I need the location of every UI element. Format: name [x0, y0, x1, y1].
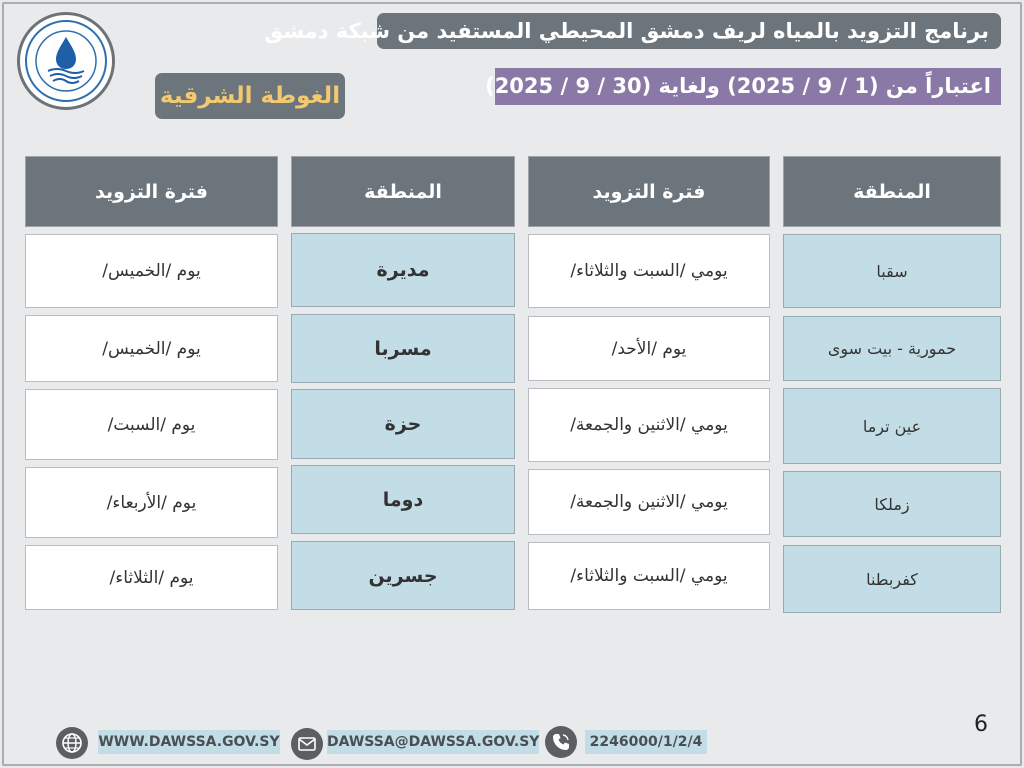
- table-row-area: دوما: [291, 465, 515, 534]
- globe-icon: [56, 727, 88, 759]
- table-row-period: يوم /الخميس/: [25, 315, 278, 382]
- table-row-area: كفربطنا: [783, 545, 1001, 613]
- page-title: برنامج التزويد بالمياه لريف دمشق المحيطي المستفيد من شبكة دمشق: [377, 13, 1001, 49]
- page-frame: [2, 2, 1022, 766]
- table-row-period: يومي /السبت والثلاثاء/: [528, 234, 770, 308]
- table-row-area: جسرين: [291, 541, 515, 610]
- table-row-area: زملكا: [783, 471, 1001, 537]
- header-period-right: فترة التزويد: [528, 156, 770, 227]
- table-row-area: عين ترما: [783, 388, 1001, 464]
- header-area-right: المنطقة: [783, 156, 1001, 227]
- phone-icon: [545, 726, 577, 758]
- table-row-area: حمورية - بيت سوى: [783, 316, 1001, 381]
- date-range: اعتباراً من (1 / 9 / 2025) ولغاية (30 / 9 / 2025): [495, 68, 1001, 105]
- mail-icon: [291, 728, 323, 760]
- table-row-period: يوم /الخميس/: [25, 234, 278, 308]
- table-row-period: يومي /الاثنين والجمعة/: [528, 388, 770, 462]
- email-link[interactable]: DAWSSA@DAWSSA.GOV.SY: [327, 730, 539, 754]
- table-row-period: يوم /السبت/: [25, 389, 278, 460]
- table-row-area: مديرة: [291, 233, 515, 307]
- table-row-area: حزة: [291, 389, 515, 459]
- table-row-period: يومي /السبت والثلاثاء/: [528, 542, 770, 610]
- table-row-period: يومي /الاثنين والجمعة/: [528, 469, 770, 535]
- table-row-area: سقبا: [783, 234, 1001, 308]
- page-number: 6: [974, 712, 988, 737]
- phone-number[interactable]: 2246000/1/2/4: [585, 730, 707, 754]
- header-period-left: فترة التزويد: [25, 156, 278, 227]
- region-badge: الغوطة الشرقية: [155, 73, 345, 119]
- table-row-period: يوم /الثلاثاء/: [25, 545, 278, 610]
- table-row-period: يوم /الأحد/: [528, 316, 770, 381]
- header-area-left: المنطقة: [291, 156, 515, 227]
- website-link[interactable]: WWW.DAWSSA.GOV.SY: [98, 730, 280, 754]
- table-row-area: مسربا: [291, 314, 515, 383]
- organization-logo: [17, 12, 115, 110]
- table-row-period: يوم /الأربعاء/: [25, 467, 278, 538]
